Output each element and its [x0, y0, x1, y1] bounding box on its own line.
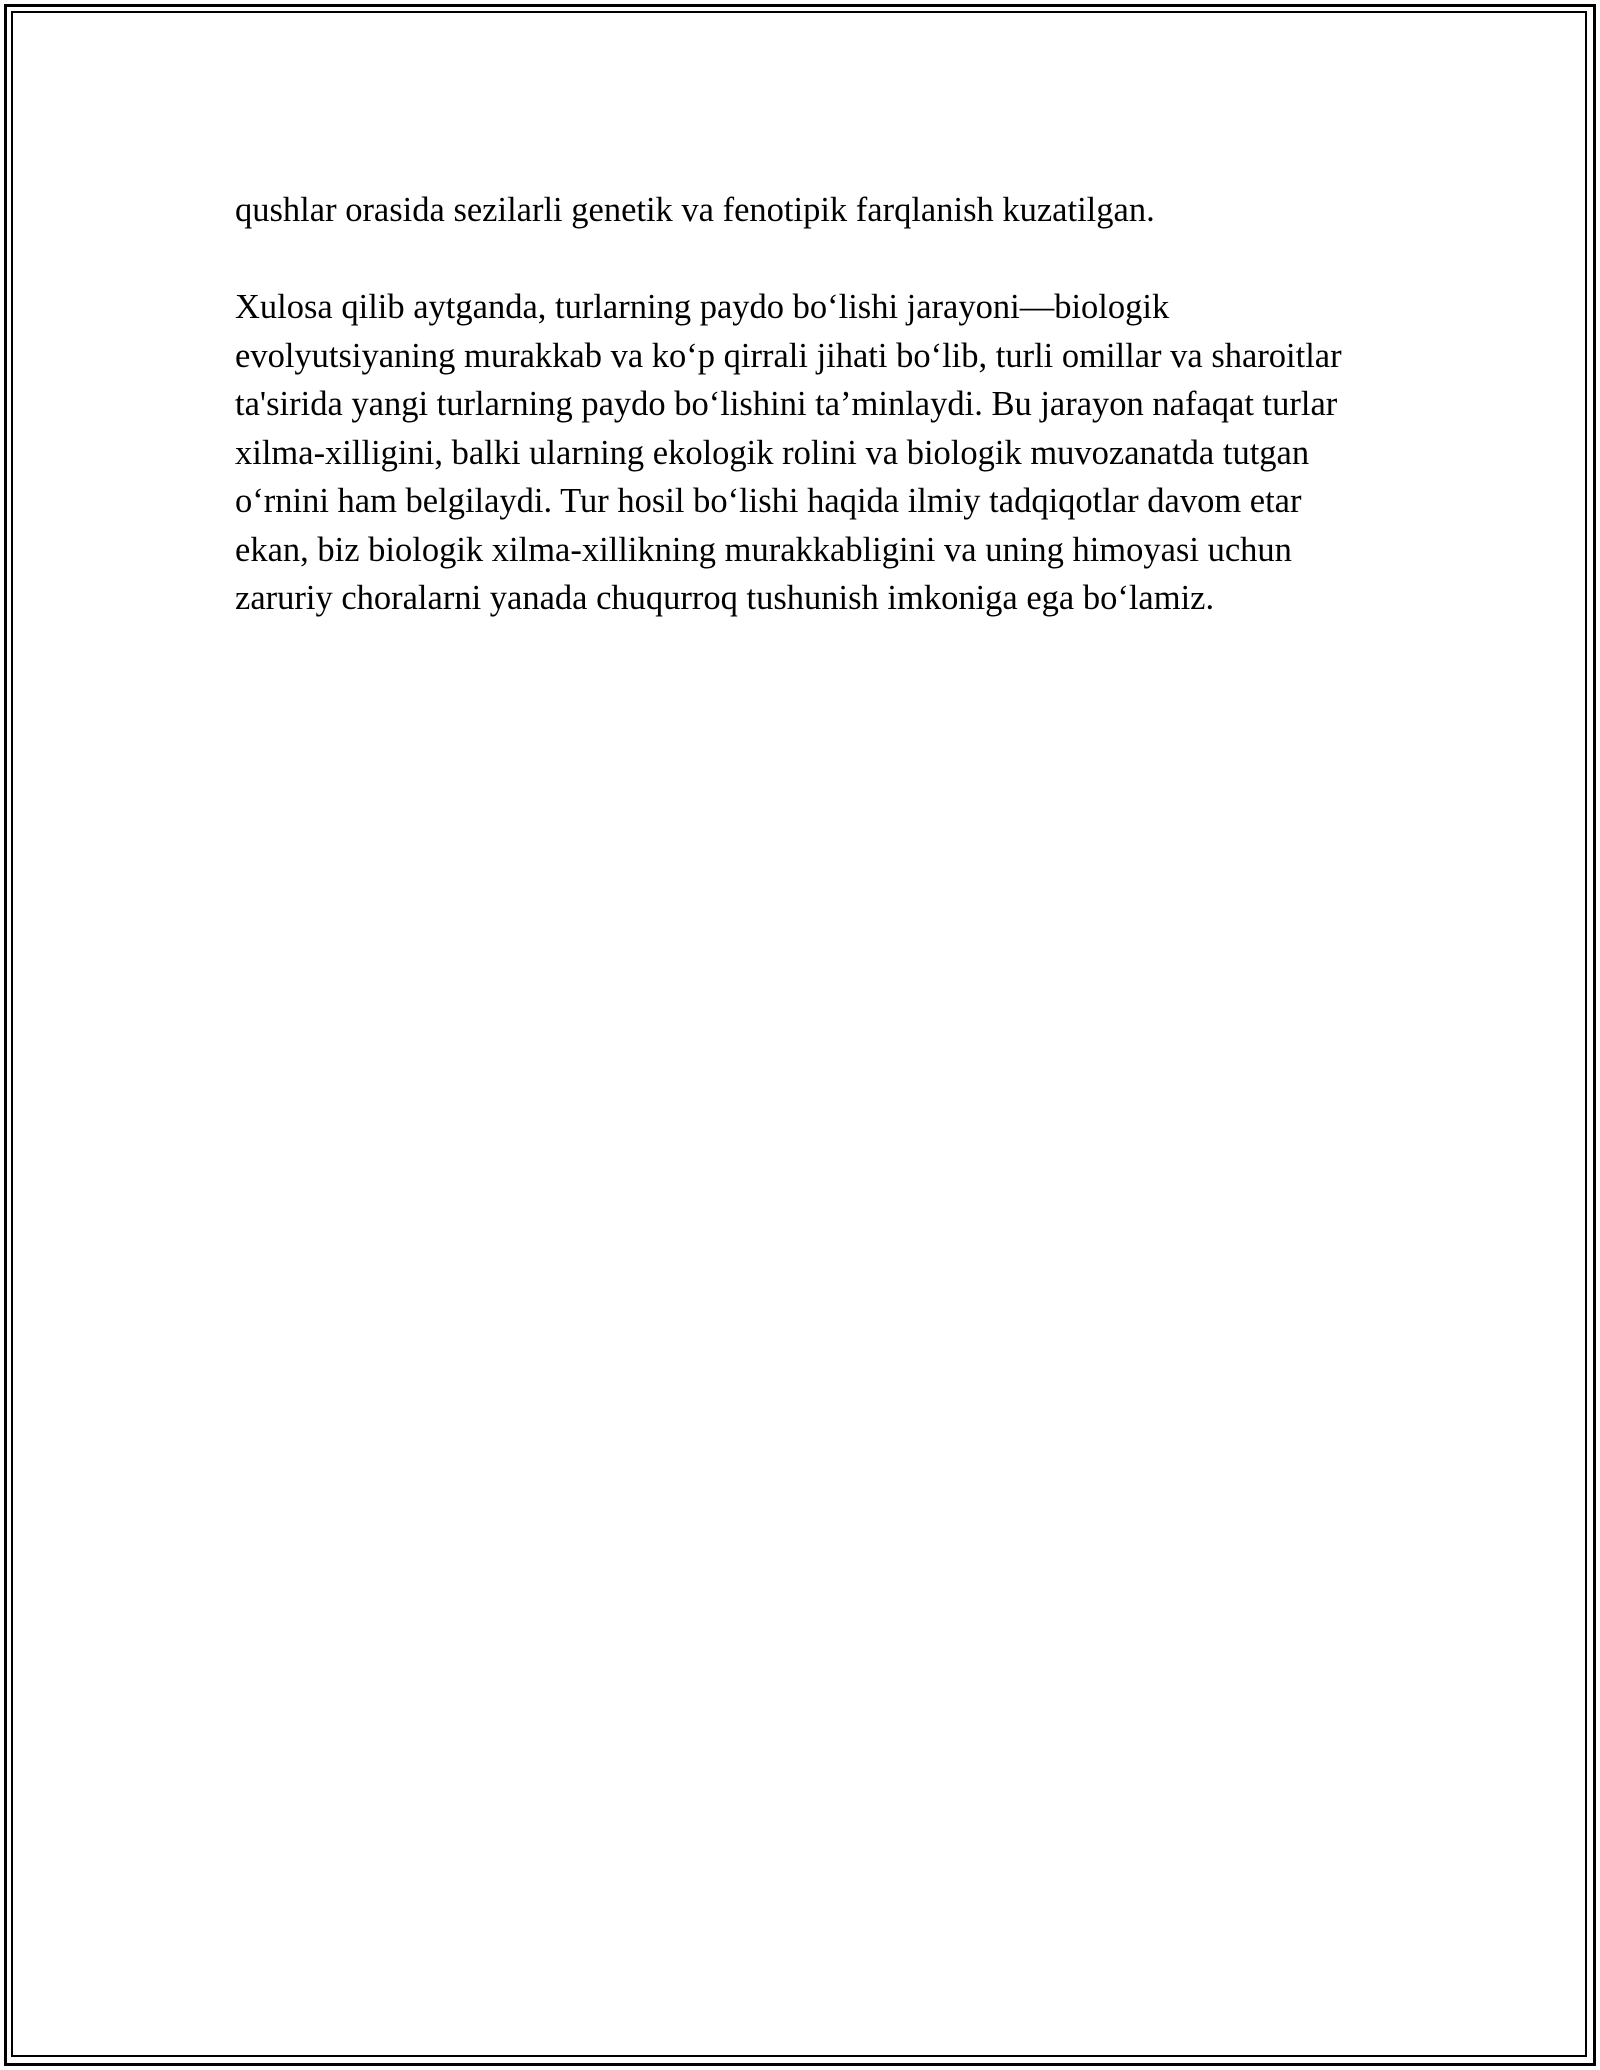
paragraph-conclusion: Xulosa qilib aytganda, turlarning paydo bo‘lishi jarayoni—biologik evolyutsiyaning murakkab va ko‘p qirrali jihati bo‘lib, turli omillar va sharoitlar ta'sirida yangi turlarning paydo bo‘lishini ta’minlaydi. Bu jarayon nafaqat turlar xilma-xilligini, balki ularning ekologik rolini va biologik muvozanatda tutgan o‘rnini ham belgilaydi. Tur hosil bo‘lishi haqida ilmiy tadqiqotlar davom etar ekan, biz biologik xilma-xillikning murakkabligini va uning himoyasi uchun zaruriy choralarni yanada chuqurroq tushunish imkoniga ega bo‘lamiz. [235, 288, 1342, 617]
document-body [235, 186, 1375, 623]
paragraph-continuation: qushlar orasida sezilarli genetik va fenotipik farqlanish kuzatilgan. [235, 191, 1155, 229]
